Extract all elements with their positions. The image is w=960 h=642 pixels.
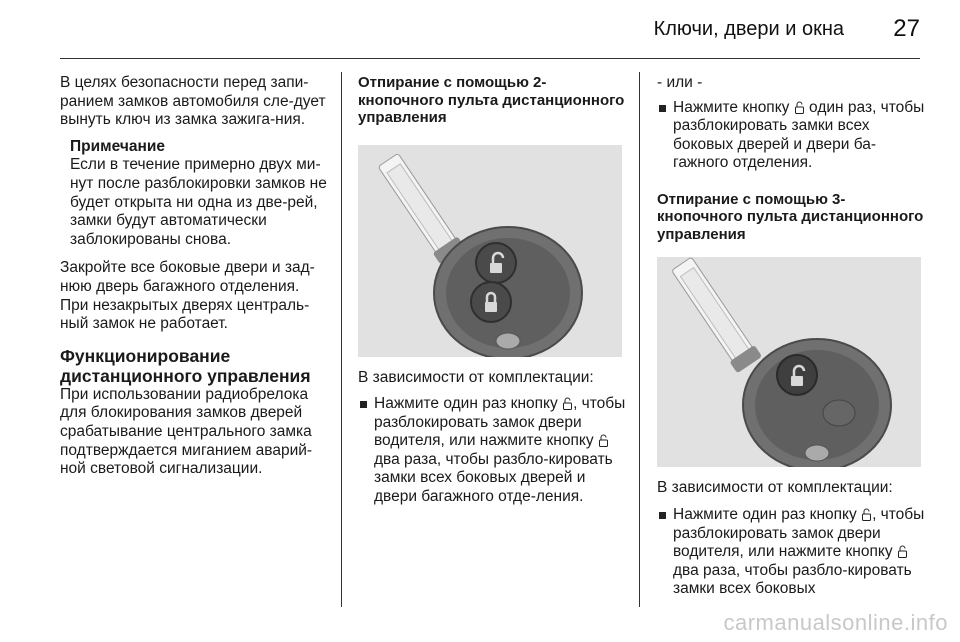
bullet-text-part-2: один раз, чтобы разблокировать замки всех боковых дверей и двери ба-гажного отделения. <box>673 98 925 172</box>
header-rule <box>60 58 920 59</box>
three-button-key-figure <box>657 257 921 467</box>
unlock-icon <box>563 397 572 409</box>
bullet-text-part-3: два раза, чтобы разбло-кировать замки всех боковых дверей и двери багажного отде-ления. <box>374 450 613 506</box>
intro-paragraph: В целях безопасности перед запи-ранием замков автомобиля сле-дует вынуть ключ из замка зажига-ния. <box>60 74 326 129</box>
note-block <box>70 138 332 250</box>
column-1 <box>60 74 332 487</box>
or-separator: - или - <box>657 74 703 91</box>
page-header-title: Ключи, двери и окна <box>653 18 844 40</box>
two-button-key-figure <box>358 145 622 357</box>
column-divider-1 <box>341 72 342 607</box>
unlock-icon <box>862 508 871 520</box>
two-button-key-illustration <box>358 145 622 357</box>
three-button-caption: В зависимости от комплектации: <box>657 479 893 497</box>
bullet-text-part-1: Нажмите один раз кнопку <box>374 395 558 413</box>
watermark: carmanualsonline.info <box>723 610 948 635</box>
three-button-bullet-1 <box>657 506 925 599</box>
bullet-text-part-2: , чтобы разблокировать замок двери водителя, или нажмите кнопку <box>673 506 925 561</box>
column-divider-2 <box>639 72 640 607</box>
bullet-text-part-3: два раза, чтобы разбло-кировать замки всех боковых <box>673 561 912 598</box>
doors-paragraph: Закройте все боковые двери и зад-нюю дверь багажного отделения. При незакрытых дверях централь-ный замок не работает. <box>60 259 315 333</box>
bullet-text-part-2: , чтобы разблокировать замок двери водителя, или нажмите кнопку <box>374 395 626 450</box>
unlock-icon <box>795 101 804 113</box>
remote-function-paragraph: При использовании радиобрелока для блокирования замков дверей срабатывание центрального замка подтверждается миганием аварий-ной световой сигнализации. <box>60 385 313 478</box>
note-text: Если в течение примерно двух ми-нут после разблокировки замков не будет открыта ни одна из две-рей, замки будут автоматически заблокированы снова. <box>70 156 327 248</box>
unlock-icon <box>898 545 907 557</box>
note-title: Примечание <box>70 137 165 155</box>
or-bullet <box>657 99 925 173</box>
page-number: 27 <box>893 15 920 42</box>
column-2 <box>358 74 626 513</box>
column-3 <box>657 74 925 605</box>
bullet-text-part-1: Нажмите кнопку <box>673 98 790 116</box>
two-button-bullet-1 <box>358 395 626 507</box>
three-button-heading: Отпирание с помощью 3-кнопочного пульта дистанционного управления <box>657 190 924 243</box>
bullet-text-part-1: Нажмите один раз кнопку <box>673 506 857 524</box>
two-button-heading: Отпирание с помощью 2-кнопочного пульта дистанционного управления <box>358 74 625 126</box>
unlock-icon <box>599 434 608 446</box>
remote-function-heading: Функционирование дистанционного управления <box>60 345 311 386</box>
three-button-key-illustration <box>657 257 921 467</box>
two-button-caption: В зависимости от комплектации: <box>358 368 594 386</box>
